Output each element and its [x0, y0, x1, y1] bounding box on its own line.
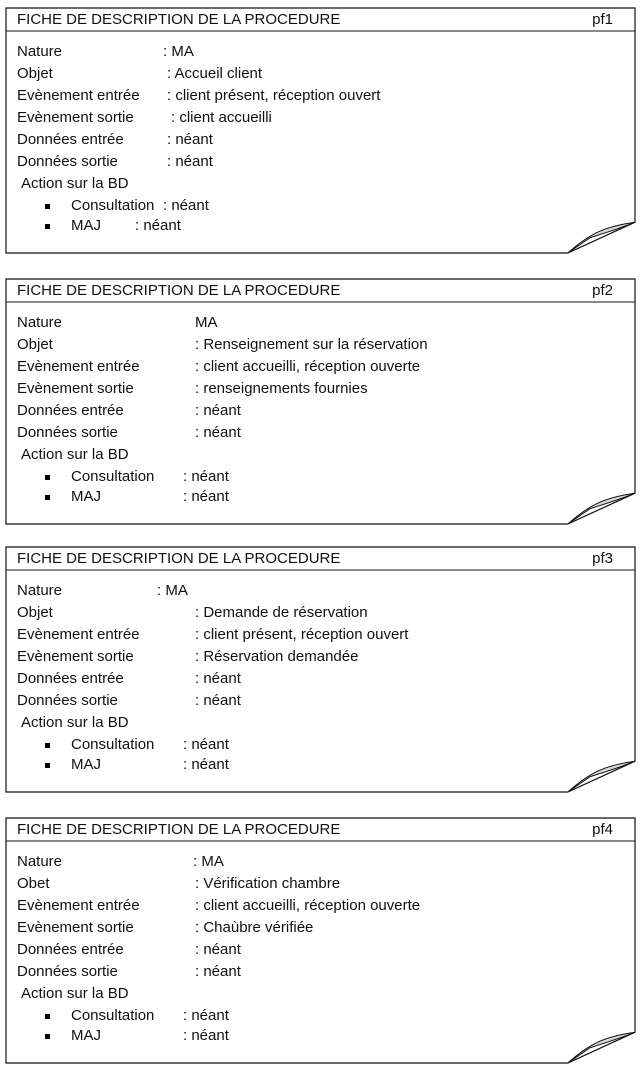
action-label: Consultation: [71, 197, 155, 214]
field-value: : Accueil client: [167, 65, 263, 82]
card-code: pf4: [592, 821, 613, 838]
procedure-card-pf3: [5, 546, 637, 794]
field-value: : néant: [195, 424, 241, 441]
field-label: Données sortie: [17, 963, 118, 980]
bullet-icon: [45, 1034, 50, 1039]
field-value: : MA: [163, 43, 194, 60]
field-label: Objet: [17, 336, 53, 353]
action-label: MAJ: [71, 217, 101, 234]
bullet-icon: [45, 743, 50, 748]
field-label: Evènement sortie: [17, 648, 134, 665]
field-value: : néant: [167, 153, 213, 170]
bullet-icon: [45, 204, 50, 209]
field-value: : néant: [195, 963, 241, 980]
field-label: Nature: [17, 582, 63, 599]
action-heading: Action sur la BD: [21, 446, 129, 463]
field-value: : client accueilli: [171, 109, 272, 126]
action-label: Consultation: [71, 468, 155, 485]
card-header: [5, 817, 637, 841]
card-code: pf1: [592, 11, 613, 28]
field-label: Evènement entrée: [17, 87, 140, 104]
action-label: MAJ: [71, 756, 101, 773]
field-label: Evènement sortie: [17, 380, 134, 397]
action-value: : néant: [183, 736, 229, 753]
field-value: : MA: [157, 582, 188, 599]
bullet-icon: [45, 763, 50, 768]
field-value: : renseignements fournies: [195, 380, 368, 397]
action-value: : néant: [183, 756, 229, 773]
field-label: Données sortie: [17, 692, 118, 709]
field-label: Obet: [17, 875, 50, 892]
action-heading: Action sur la BD: [21, 175, 129, 192]
field-label: Nature: [17, 853, 63, 870]
field-label: Données entrée: [17, 131, 124, 148]
procedure-card-pf2: [5, 278, 637, 526]
card-header: [5, 7, 637, 31]
action-heading: Action sur la BD: [21, 714, 129, 731]
field-value: : néant: [195, 670, 241, 687]
field-value: : néant: [195, 941, 241, 958]
field-value: : néant: [167, 131, 213, 148]
field-value: : Vérification chambre: [195, 875, 341, 892]
field-label: Données entrée: [17, 402, 124, 419]
field-label: Nature: [17, 43, 63, 60]
field-label: Evènement sortie: [17, 919, 134, 936]
field-value: : MA: [193, 853, 224, 870]
card-title: FICHE DE DESCRIPTION DE LA PROCEDURE: [17, 550, 341, 567]
field-label: Données entrée: [17, 670, 124, 687]
card-header: [5, 546, 637, 570]
card-header: [5, 278, 637, 302]
action-value: : néant: [135, 217, 181, 234]
bullet-icon: [45, 224, 50, 229]
field-value: : Réservation demandée: [195, 648, 359, 665]
bullet-icon: [45, 475, 50, 480]
field-label: Données sortie: [17, 424, 118, 441]
card-code: pf3: [592, 550, 613, 567]
field-value: : client accueilli, réception ouverte: [195, 897, 421, 914]
bullet-icon: [45, 1014, 50, 1019]
field-label: Objet: [17, 65, 53, 82]
field-label: Evènement sortie: [17, 109, 134, 126]
card-title: FICHE DE DESCRIPTION DE LA PROCEDURE: [17, 282, 341, 299]
procedure-card-pf4: [5, 817, 637, 1065]
field-value: : client présent, réception ouvert: [167, 87, 381, 104]
action-value: : néant: [163, 197, 209, 214]
field-label: Données sortie: [17, 153, 118, 170]
field-value: : Renseignement sur la réservation: [195, 336, 428, 353]
action-value: : néant: [183, 1007, 229, 1024]
action-label: Consultation: [71, 736, 155, 753]
action-heading: Action sur la BD: [21, 985, 129, 1002]
field-label: Evènement entrée: [17, 897, 140, 914]
card-title: FICHE DE DESCRIPTION DE LA PROCEDURE: [17, 11, 341, 28]
action-value: : néant: [183, 468, 229, 485]
field-label: Evènement entrée: [17, 626, 140, 643]
action-label: MAJ: [71, 488, 101, 505]
bullet-icon: [45, 495, 50, 500]
field-value: : néant: [195, 402, 241, 419]
field-value: : client présent, réception ouvert: [195, 626, 409, 643]
field-value: : néant: [195, 692, 241, 709]
action-value: : néant: [183, 488, 229, 505]
field-value: : client accueilli, réception ouverte: [195, 358, 421, 375]
field-value: : Chaùbre vérifiée: [195, 919, 314, 936]
card-title: FICHE DE DESCRIPTION DE LA PROCEDURE: [17, 821, 341, 838]
action-label: MAJ: [71, 1027, 101, 1044]
field-label: Nature: [17, 314, 63, 331]
action-value: : néant: [183, 1027, 229, 1044]
procedure-card-pf1: [5, 7, 637, 255]
field-value: MA: [195, 314, 218, 331]
card-code: pf2: [592, 282, 613, 299]
field-label: Evènement entrée: [17, 358, 140, 375]
field-label: Données entrée: [17, 941, 124, 958]
action-label: Consultation: [71, 1007, 155, 1024]
field-value: : Demande de réservation: [195, 604, 368, 621]
field-label: Objet: [17, 604, 53, 621]
